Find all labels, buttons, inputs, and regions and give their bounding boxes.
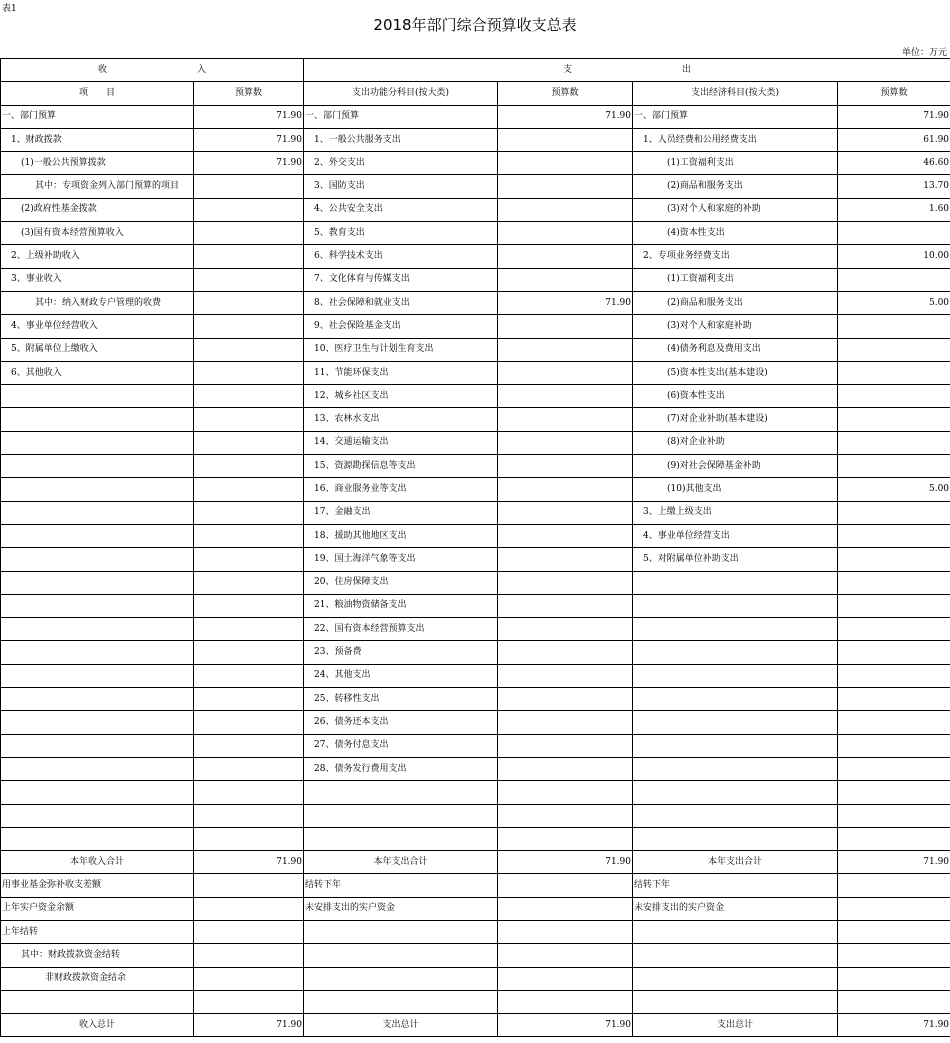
func-amount-cell [498,641,633,664]
func-amount-cell [498,804,633,827]
econ-amount-cell: 13.70 [838,175,950,198]
econ-amount-cell [838,618,950,641]
income-amount-cell [194,361,304,384]
table-row [1,175,950,198]
table-row [1,152,950,175]
income-item-cell [1,501,194,524]
func-item-cell: 2、外交支出 [304,152,498,175]
econ-amount-cell [838,548,950,571]
table-row [1,781,950,804]
income-amount-cell [194,431,304,454]
func-item-cell: 14、交通运输支出 [304,431,498,454]
econ-amount-cell: 71.90 [838,105,950,128]
func-amount-cell [498,757,633,780]
econ-extra-amount [838,920,950,943]
func-item-cell: 10、医疗卫生与计划生育支出 [304,338,498,361]
income-amount-cell [194,711,304,734]
income-extra-cell: 非财政拨款资金结余 [1,967,194,990]
income-item-cell: 4、事业单位经营收入 [1,315,194,338]
func-extra-amount [498,920,633,943]
econ-amount-cell: 10.00 [838,245,950,268]
income-amount-cell [194,571,304,594]
income-item-cell [1,618,194,641]
income-amount-cell [194,478,304,501]
unit-label: 单位：万元 [901,48,947,58]
func-item-cell [304,804,498,827]
func-item-cell: 27、债务付息支出 [304,734,498,757]
func-extra-cell [304,944,498,967]
income-item-cell: 一、部门预算 [1,105,194,128]
func-amount-cell: 71.90 [498,105,633,128]
func-item-cell: 28、债务发行费用支出 [304,757,498,780]
income-item-cell: (2)政府性基金拨款 [1,198,194,221]
table-row [1,920,950,943]
func-extra-amount [498,944,633,967]
econ-extra-cell [633,920,838,943]
econ-amount-cell [838,361,950,384]
income-item-cell [1,804,194,827]
grand-total-row [1,1014,950,1037]
income-grand-value: 71.90 [194,1014,304,1037]
econ-item-cell: (6)资本性支出 [633,385,838,408]
table-row [1,734,950,757]
income-item-cell [1,664,194,687]
page-title: 2018年部门综合预算收支总表 [373,16,577,34]
func-amount-cell [498,571,633,594]
income-item-cell: 1、财政拨款 [1,128,194,151]
econ-amount-cell [838,594,950,617]
func-item-cell: 19、国土海洋气象等支出 [304,548,498,571]
func-amount-cell [498,361,633,384]
table-row [1,455,950,478]
income-amount-cell [194,688,304,711]
func-extra-amount [498,967,633,990]
func-amount-cell [498,315,633,338]
income-amount-cell: 71.90 [194,128,304,151]
func-item-cell: 6、科学技术支出 [304,245,498,268]
income-amount-cell [194,291,304,314]
income-item-cell: 5、附属单位上缴收入 [1,338,194,361]
econ-item-cell: 2、专项业务经费支出 [633,245,838,268]
func-amount-cell [498,222,633,245]
econ-item-cell [633,804,838,827]
income-item-cell: 2、上级补助收入 [1,245,194,268]
func-amount-cell [498,175,633,198]
econ-item-cell [633,757,838,780]
econ-amount-cell: 61.90 [838,128,950,151]
econ-grand-value: 71.90 [838,1014,950,1037]
econ-extra-amount [838,944,950,967]
income-section-header: 收 入 [1,59,304,82]
func-amount-cell [498,338,633,361]
econ-item-cell [633,618,838,641]
func-item-cell: 11、节能环保支出 [304,361,498,384]
income-amount-cell [194,268,304,291]
income-extra-cell: 其中：财政拨款资金结转 [1,944,194,967]
econ-item-cell: (5)资本性支出(基本建设) [633,361,838,384]
econ-item-cell [633,734,838,757]
col-func-header: 支出功能分科目(按大类) [304,82,498,105]
func-grand-value: 71.90 [498,1014,633,1037]
econ-amount-cell [838,455,950,478]
income-item-cell [1,781,194,804]
func-item-cell: 15、资源勘探信息等支出 [304,455,498,478]
econ-item-cell: (7)对企业补助(基本建设) [633,408,838,431]
func-item-cell: 4、公共安全支出 [304,198,498,221]
econ-item-cell [633,781,838,804]
econ-amount-cell [838,571,950,594]
col-budget2-header: 预算数 [498,82,633,105]
econ-amount-cell [838,501,950,524]
income-item-cell [1,827,194,850]
econ-total-label: 本年支出合计 [633,851,838,874]
func-amount-cell [498,548,633,571]
income-item-cell [1,711,194,734]
income-extra-cell: 上年结转 [1,920,194,943]
col-item-header: 项 目 [1,82,194,105]
func-item-cell: 16、商业服务业等支出 [304,478,498,501]
econ-amount-cell [838,664,950,687]
func-item-cell: 7、文化体育与传媒支出 [304,268,498,291]
econ-item-cell [633,711,838,734]
func-amount-cell [498,385,633,408]
income-amount-cell [194,804,304,827]
income-item-cell [1,757,194,780]
table-row [1,245,950,268]
col-budget-header: 预算数 [194,82,304,105]
income-item-cell [1,408,194,431]
econ-extra-cell [633,967,838,990]
income-amount-cell [194,734,304,757]
func-amount-cell [498,827,633,850]
table-number: 表1 [2,4,17,14]
table-row [1,268,950,291]
income-extra-cell: 上年实户资金余额 [1,897,194,920]
table-row [1,664,950,687]
table-row [1,571,950,594]
func-extra-cell: 未安排支出的实户资金 [304,897,498,920]
econ-item-cell: (4)资本性支出 [633,222,838,245]
income-amount-cell [194,455,304,478]
budget-table [0,58,950,1037]
income-item-cell [1,688,194,711]
income-amount-cell [194,524,304,547]
func-amount-cell [498,245,633,268]
table-row [1,385,950,408]
expense-section-header: 支 出 [304,59,950,82]
income-item-cell [1,641,194,664]
econ-item-cell: (2)商品和服务支出 [633,291,838,314]
income-amount-cell [194,198,304,221]
table-row [1,711,950,734]
econ-amount-cell [838,431,950,454]
func-extra-amount [498,874,633,897]
table-row [1,618,950,641]
econ-amount-cell: 5.00 [838,478,950,501]
econ-item-cell: 一、部门预算 [633,105,838,128]
table-row [1,222,950,245]
econ-extra-amount [838,990,950,1013]
col-budget3-header: 预算数 [838,82,950,105]
econ-amount-cell [838,315,950,338]
econ-item-cell [633,827,838,850]
econ-extra-amount [838,874,950,897]
econ-amount-cell [838,408,950,431]
table-row [1,408,950,431]
func-amount-cell [498,455,633,478]
income-amount-cell [194,664,304,687]
econ-item-cell: (1)工资福利支出 [633,268,838,291]
func-item-cell: 20、住房保障支出 [304,571,498,594]
econ-item-cell: (3)对个人和家庭补助 [633,315,838,338]
econ-amount-cell [838,222,950,245]
func-item-cell: 8、社会保障和就业支出 [304,291,498,314]
func-item-cell: 12、城乡社区支出 [304,385,498,408]
table-row [1,548,950,571]
column-header-row [1,82,950,105]
func-amount-cell [498,734,633,757]
income-item-cell [1,478,194,501]
func-item-cell [304,827,498,850]
econ-item-cell: (3)对个人和家庭的补助 [633,198,838,221]
econ-extra-cell: 结转下年 [633,874,838,897]
func-total-label: 本年支出合计 [304,851,498,874]
econ-amount-cell [838,827,950,850]
income-item-cell [1,734,194,757]
econ-extra-cell [633,990,838,1013]
econ-amount-cell: 1.60 [838,198,950,221]
func-item-cell [304,781,498,804]
econ-item-cell [633,594,838,617]
income-amount-cell [194,245,304,268]
income-amount-cell: 71.90 [194,152,304,175]
income-amount-cell [194,548,304,571]
table-row [1,688,950,711]
table-row [1,105,950,128]
income-amount-cell [194,641,304,664]
table-row [1,524,950,547]
func-item-cell: 23、预备费 [304,641,498,664]
income-total-value: 71.90 [194,851,304,874]
income-amount-cell [194,175,304,198]
table-row [1,315,950,338]
table-row [1,874,950,897]
func-amount-cell [498,501,633,524]
econ-extra-cell [633,944,838,967]
func-extra-cell [304,920,498,943]
econ-item-cell: (2)商品和服务支出 [633,175,838,198]
section-header-row [1,59,950,82]
income-item-cell [1,594,194,617]
func-item-cell: 13、农林水支出 [304,408,498,431]
func-item-cell: 18、援助其他地区支出 [304,524,498,547]
income-total-label: 本年收入合计 [1,851,194,874]
income-amount-cell [194,338,304,361]
func-extra-cell [304,967,498,990]
econ-item-cell: 4、事业单位经营支出 [633,524,838,547]
econ-item-cell: 1、人员经费和公用经费支出 [633,128,838,151]
econ-amount-cell [838,804,950,827]
table-row [1,128,950,151]
income-item-cell [1,385,194,408]
income-item-cell [1,524,194,547]
income-amount-cell [194,594,304,617]
func-amount-cell [498,268,633,291]
income-item-cell [1,548,194,571]
col-econ-header: 支出经济科目(按大类) [633,82,838,105]
income-amount-cell [194,781,304,804]
func-item-cell: 9、社会保险基金支出 [304,315,498,338]
func-item-cell: 17、金融支出 [304,501,498,524]
income-extra-amount [194,990,304,1013]
annual-total-row [1,851,950,874]
income-extra-cell: 用事业基金弥补收支差额 [1,874,194,897]
table-row [1,501,950,524]
table-row [1,757,950,780]
table-row [1,897,950,920]
table-row [1,431,950,454]
income-extra-amount [194,874,304,897]
func-amount-cell: 71.90 [498,291,633,314]
econ-extra-amount [838,967,950,990]
income-item-cell: 6、其他收入 [1,361,194,384]
econ-amount-cell [838,641,950,664]
econ-item-cell: (9)对社会保障基金补助 [633,455,838,478]
func-amount-cell [498,152,633,175]
income-amount-cell [194,501,304,524]
func-amount-cell [498,664,633,687]
econ-total-value: 71.90 [838,851,950,874]
income-amount-cell [194,618,304,641]
income-amount-cell [194,408,304,431]
func-grand-label: 支出总计 [304,1014,498,1037]
income-amount-cell [194,315,304,338]
func-amount-cell [498,478,633,501]
func-item-cell: 24、其他支出 [304,664,498,687]
income-grand-label: 收入总计 [1,1014,194,1037]
func-amount-cell [498,711,633,734]
func-item-cell: 26、债务还本支出 [304,711,498,734]
econ-amount-cell: 5.00 [838,291,950,314]
econ-amount-cell [838,268,950,291]
income-amount-cell [194,757,304,780]
econ-item-cell: 5、对附属单位补助支出 [633,548,838,571]
econ-amount-cell: 46.60 [838,152,950,175]
table-row [1,804,950,827]
func-item-cell: 22、国有资本经营预算支出 [304,618,498,641]
func-extra-amount [498,897,633,920]
income-amount-cell [194,222,304,245]
func-item-cell: 25、转移性支出 [304,688,498,711]
table-row [1,594,950,617]
func-amount-cell [498,408,633,431]
table-row [1,641,950,664]
func-extra-cell: 结转下年 [304,874,498,897]
func-amount-cell [498,431,633,454]
income-item-cell: 其中：专项资金列入部门预算的项目 [1,175,194,198]
income-extra-amount [194,944,304,967]
table-row [1,198,950,221]
econ-item-cell [633,664,838,687]
econ-item-cell: (8)对企业补助 [633,431,838,454]
table-row [1,827,950,850]
func-item-cell: 5、教育支出 [304,222,498,245]
func-extra-cell [304,990,498,1013]
table-row [1,361,950,384]
income-item-cell: 其中：纳入财政专户管理的收费 [1,291,194,314]
func-amount-cell [498,688,633,711]
func-amount-cell [498,128,633,151]
table-row [1,338,950,361]
table-row [1,478,950,501]
table-row [1,967,950,990]
income-item-cell: (3)国有资本经营预算收入 [1,222,194,245]
econ-amount-cell [838,734,950,757]
table-row [1,291,950,314]
func-total-value: 71.90 [498,851,633,874]
income-item-cell [1,571,194,594]
func-amount-cell [498,198,633,221]
func-extra-amount [498,990,633,1013]
func-amount-cell [498,594,633,617]
econ-item-cell: 3、上缴上级支出 [633,501,838,524]
income-extra-amount [194,897,304,920]
func-item-cell: 3、国防支出 [304,175,498,198]
econ-amount-cell [838,524,950,547]
econ-item-cell [633,571,838,594]
income-item-cell: 3、事业收入 [1,268,194,291]
income-extra-cell [1,990,194,1013]
income-amount-cell [194,827,304,850]
income-item-cell: (1)一般公共预算拨款 [1,152,194,175]
econ-item-cell: (10)其他支出 [633,478,838,501]
econ-amount-cell [838,338,950,361]
func-amount-cell [498,524,633,547]
income-extra-amount [194,967,304,990]
econ-amount-cell [838,711,950,734]
income-extra-amount [194,920,304,943]
econ-extra-cell: 未安排支出的实户资金 [633,897,838,920]
econ-grand-label: 支出总计 [633,1014,838,1037]
table-row [1,990,950,1013]
econ-item-cell: (1)工资福利支出 [633,152,838,175]
income-item-cell [1,431,194,454]
econ-item-cell [633,688,838,711]
func-amount-cell [498,618,633,641]
econ-amount-cell [838,385,950,408]
econ-amount-cell [838,757,950,780]
func-item-cell: 21、粮油物资储备支出 [304,594,498,617]
econ-amount-cell [838,781,950,804]
income-item-cell [1,455,194,478]
income-amount-cell: 71.90 [194,105,304,128]
econ-amount-cell [838,688,950,711]
table-row [1,944,950,967]
func-item-cell: 1、一般公共服务支出 [304,128,498,151]
func-item-cell: 一、部门预算 [304,105,498,128]
econ-item-cell [633,641,838,664]
econ-extra-amount [838,897,950,920]
income-amount-cell [194,385,304,408]
func-amount-cell [498,781,633,804]
econ-item-cell: (4)债务利息及费用支出 [633,338,838,361]
